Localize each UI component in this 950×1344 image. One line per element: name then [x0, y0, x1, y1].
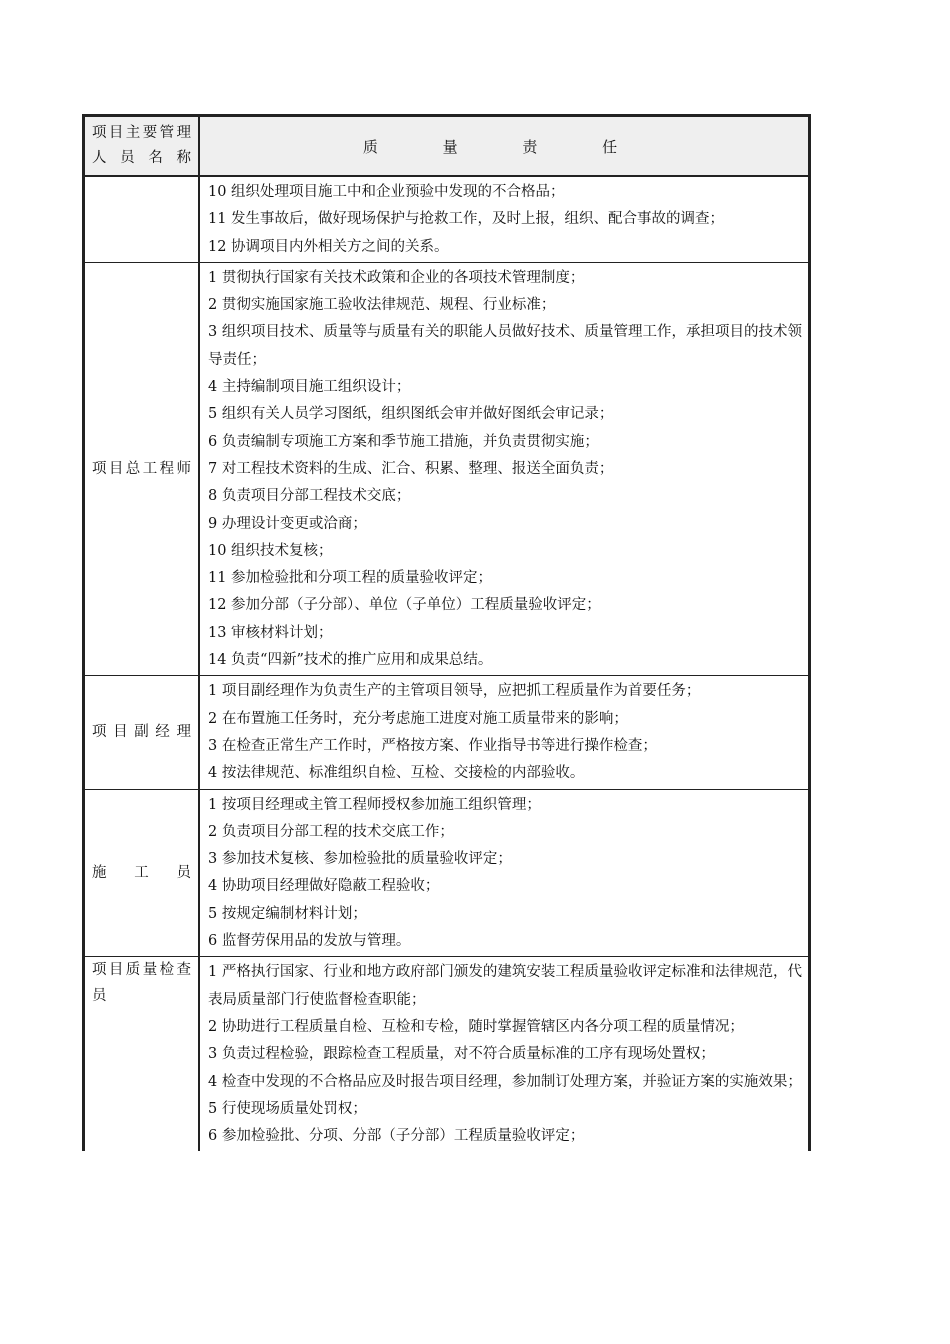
responsibility-item: 6 监督劳保用品的发放与管理。: [208, 933, 411, 950]
role-name: 项目质量检查员: [92, 962, 191, 1005]
responsibility-item: 6 负责编制专项施工方案和季节施工措施，并负责贯彻实施；: [208, 433, 599, 450]
responsibility-item: 5 行使现场质量处罚权；: [208, 1100, 367, 1117]
table-row: [85, 790, 808, 958]
header-role-label: 项目主要管理人员名称: [92, 125, 191, 166]
header-cell-responsibility: [200, 117, 808, 175]
responsibility-item: 12 参加分部（子分部）、单位（子单位）工程质量验收评定；: [208, 597, 601, 614]
quality-responsibility-table: [82, 114, 811, 1151]
responsibility-item: 1 贯彻执行国家有关技术政策和企业的各项技术管理制度；: [208, 269, 585, 286]
responsibility-cell: [200, 263, 808, 675]
responsibility-item: 1 按项目经理或主管工程师授权参加施工组织管理；: [208, 796, 541, 813]
responsibility-item: 2 协助进行工程质量自检、互检和专检，随时掌握管辖区内各分项工程的质量情况；: [208, 1018, 744, 1035]
responsibility-item: 9 办理设计变更或洽商；: [208, 515, 367, 532]
responsibility-cell: [200, 177, 808, 262]
responsibility-item: 5 按规定编制材料计划；: [208, 905, 367, 922]
header-cell-role: [85, 117, 200, 175]
role-cell: [85, 676, 200, 788]
responsibility-item: 1 严格执行国家、行业和地方政府部门颁发的建筑安装工程质量验收评定标准和法律规范，代表局质量部门行使监督检查职能；: [208, 964, 802, 1008]
responsibility-item: 3 组织项目技术、质量等与质量有关的职能人员做好技术、质量管理工作，承担项目的技术领导责任；: [208, 324, 802, 368]
responsibility-item: 10 组织处理项目施工中和企业预验中发现的不合格品；: [208, 184, 565, 200]
role-name: 项目总工程师: [92, 461, 191, 478]
responsibility-item: 4 检查中发现的不合格品应及时报告项目经理，参加制订处理方案，并验证方案的实施效果；: [208, 1073, 802, 1090]
table-row: [85, 263, 808, 676]
role-cell: [85, 957, 200, 1151]
role-cell: [85, 790, 200, 957]
responsibility-item: 2 负责项目分部工程的技术交底工作；: [208, 823, 454, 840]
responsibility-cell: [200, 676, 808, 788]
responsibility-item: 3 参加技术复核、参加检验批的质量验收评定；: [208, 851, 512, 868]
responsibility-item: 12 协调项目内外相关方之间的关系。: [208, 238, 449, 255]
responsibility-item: 10 组织技术复核；: [208, 542, 333, 559]
responsibility-item: 5 组织有关人员学习图纸，组织图纸会审并做好图纸会审记录；: [208, 406, 614, 423]
table-row: [85, 177, 808, 263]
responsibility-item: 2 贯彻实施国家施工验收法律规范、规程、行业标准；: [208, 297, 556, 314]
responsibility-cell: [200, 790, 808, 957]
role-cell: [85, 263, 200, 675]
role-name: 施工员: [92, 864, 191, 881]
table-row: [85, 676, 808, 789]
table-row: [85, 957, 808, 1151]
responsibility-item: 1 项目副经理作为负责生产的主管项目领导，应把抓工程质量作为首要任务；: [208, 683, 701, 700]
responsibility-item: 14 负责“四新”技术的推广应用和成果总结。: [208, 652, 493, 669]
header-responsibility-label: 质 量 责 任: [362, 138, 648, 156]
role-name: 项目副经理: [92, 724, 191, 741]
responsibility-item: 7 对工程技术资料的生成、汇合、积累、整理、报送全面负责；: [208, 460, 614, 477]
responsibility-item: 6 参加检验批、分项、分部（子分部）工程质量验收评定；: [208, 1128, 585, 1145]
responsibility-item: 3 在检查正常生产工作时，严格按方案、作业指导书等进行操作检查；: [208, 737, 657, 754]
responsibility-item: 8 负责项目分部工程技术交底；: [208, 488, 411, 505]
responsibility-cell: [200, 957, 808, 1151]
responsibility-item: 13 审核材料计划；: [208, 624, 333, 641]
responsibility-item: 11 发生事故后，做好现场保护与抢救工作，及时上报，组织、配合事故的调查；: [208, 211, 725, 228]
responsibility-item: 4 主持编制项目施工组织设计；: [208, 379, 411, 396]
responsibility-item: 4 按法律规范、标准组织自检、互检、交接检的内部验收。: [208, 765, 585, 782]
table-header-row: [85, 117, 808, 177]
responsibility-item: 11 参加检验批和分项工程的质量验收评定；: [208, 570, 493, 587]
responsibility-item: 2 在布置施工任务时，充分考虑施工进度对施工质量带来的影响；: [208, 710, 628, 727]
role-cell: [85, 177, 200, 262]
responsibility-item: 3 负责过程检验，跟踪检查工程质量，对不符合质量标准的工序有现场处置权；: [208, 1046, 715, 1063]
responsibility-item: 4 协助项目经理做好隐蔽工程验收；: [208, 878, 440, 895]
